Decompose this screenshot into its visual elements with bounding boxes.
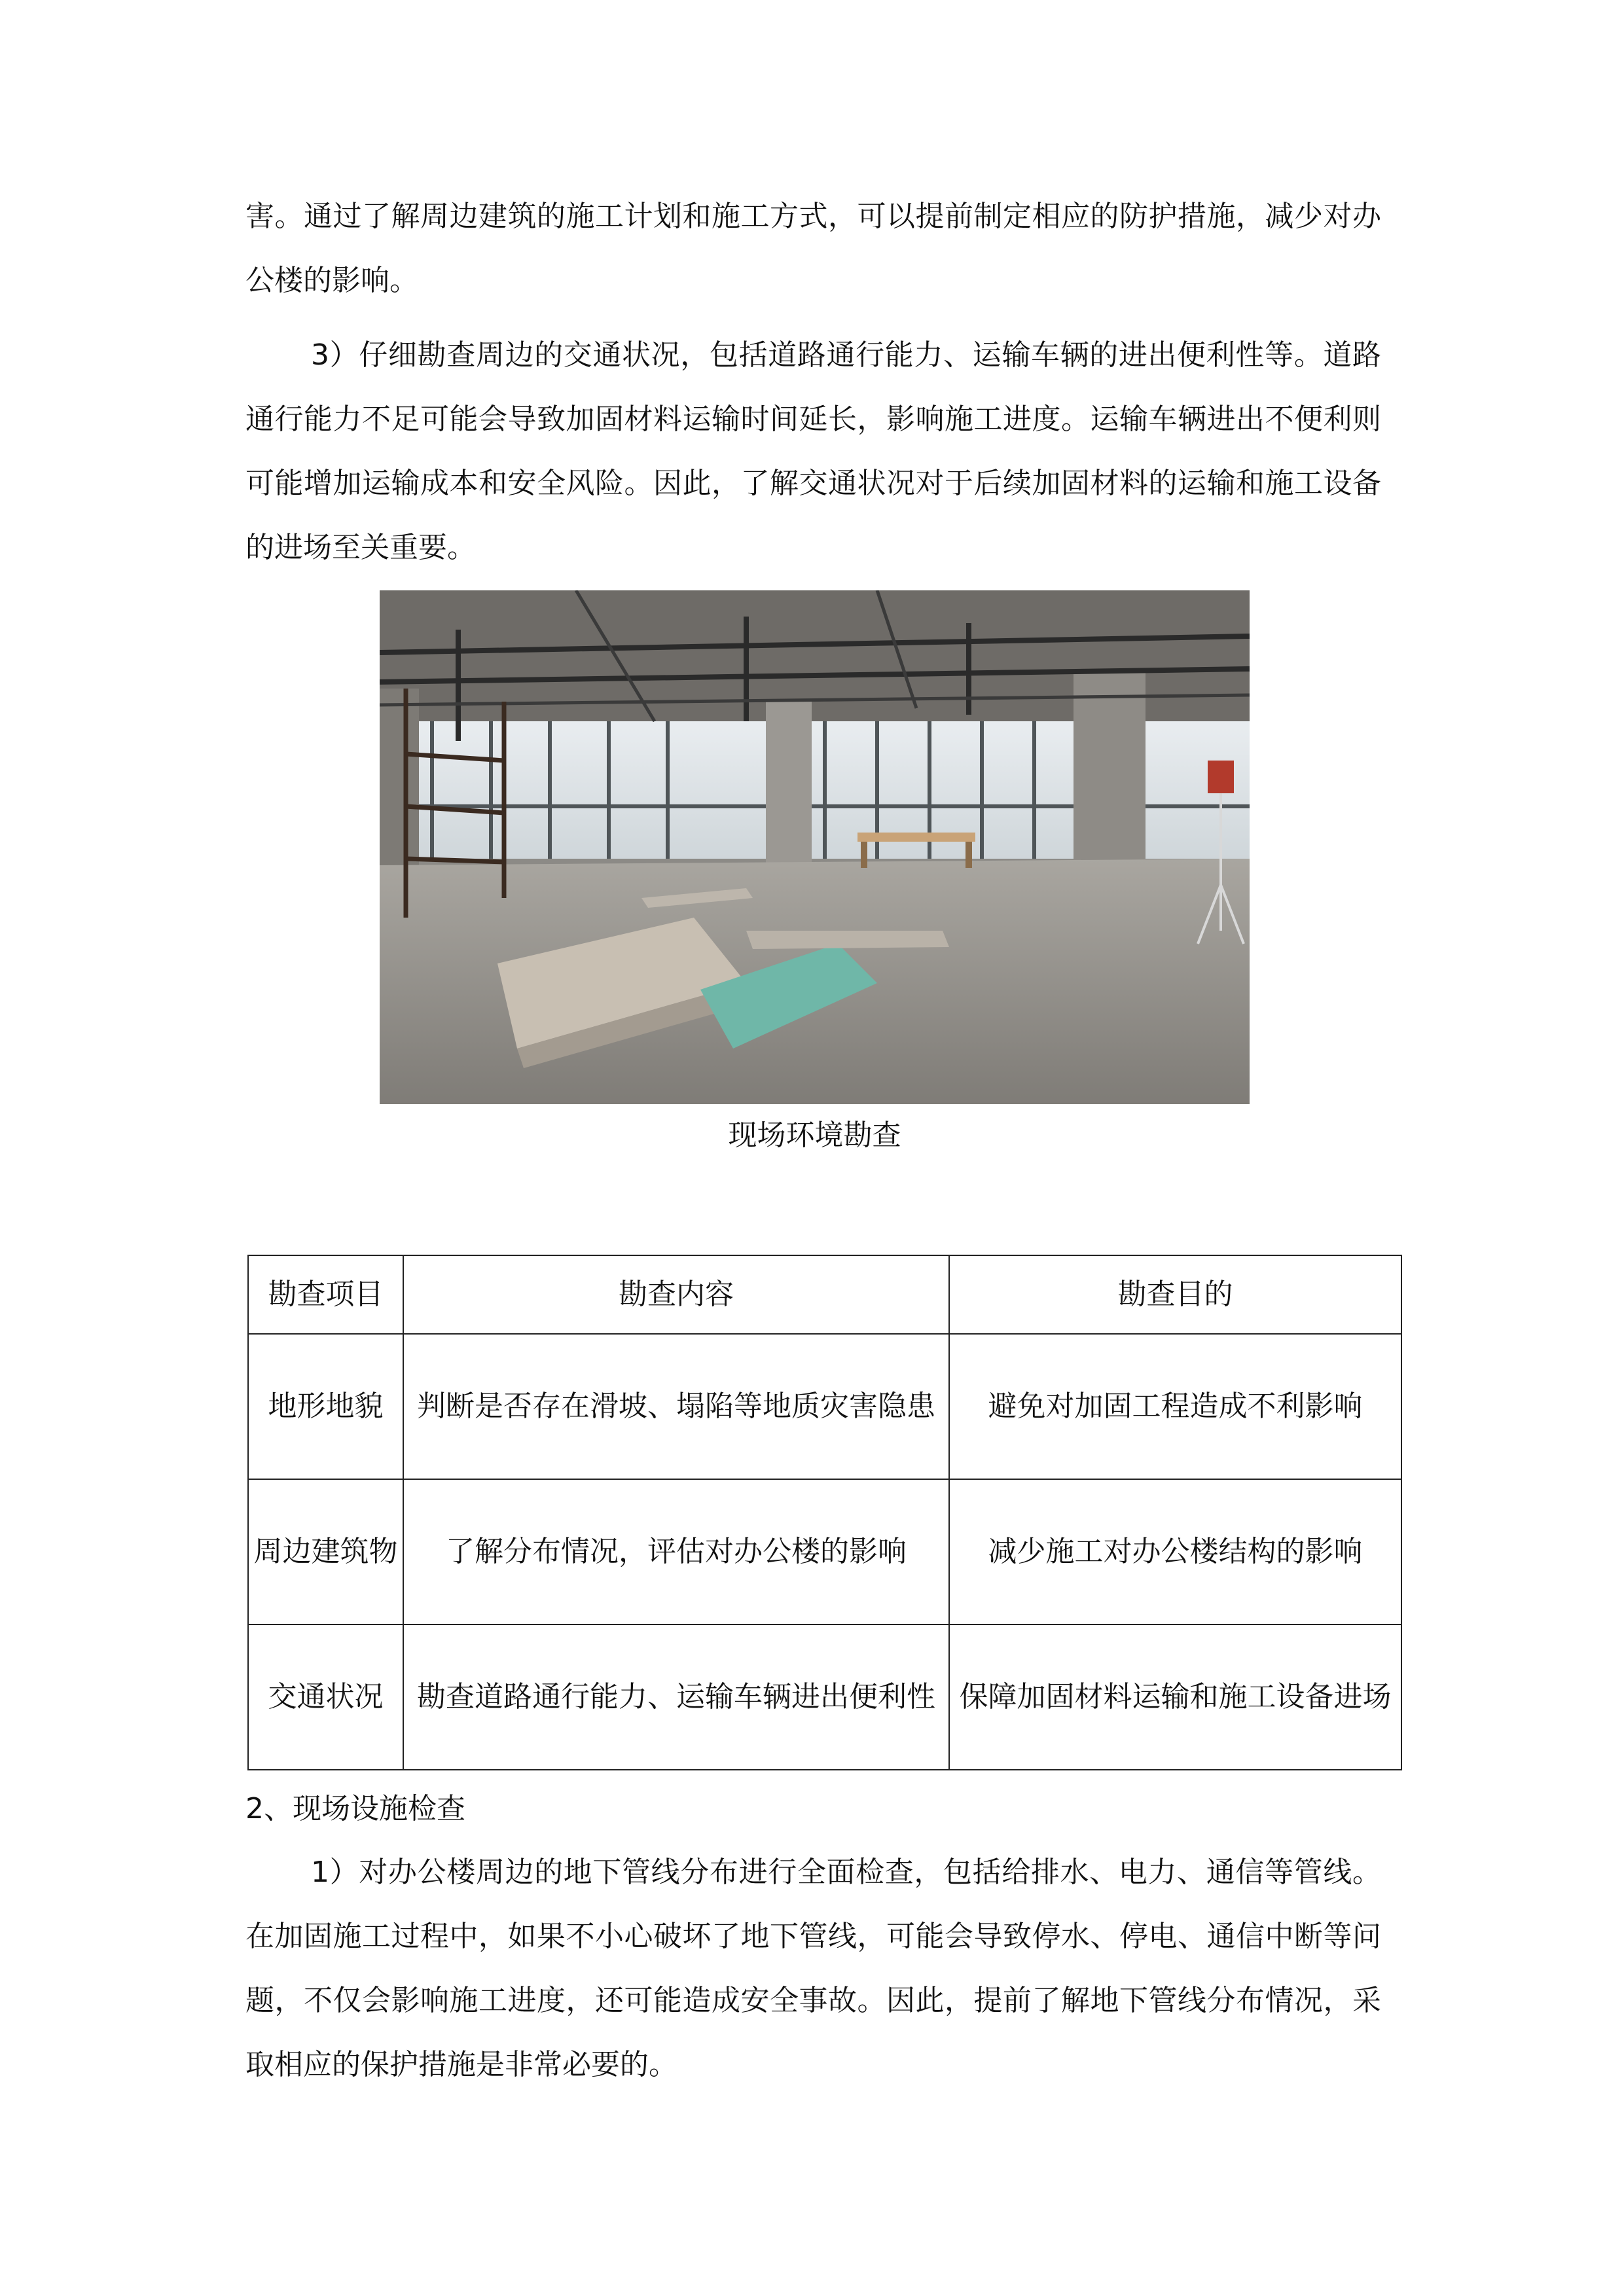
paragraph-continued: 害。通过了解周边建筑的施工计划和施工方式，可以提前制定相应的防护措施，减少对办公楼的影响。 <box>245 200 1381 297</box>
paragraph-pipelines: 1）对办公楼周边的地下管线分布进行全面检查，包括给排水、电力、通信等管线。在加固施工过程中，如果不小心破坏了地下管线，可能会导致停水、停电、通信中断等问题，不仅会影响施工进度，还可能造成安全事故。因此，提前了解地下管线分布情况，采取相应的保护措施是非常必要的。 <box>245 1856 1381 2081</box>
site-photo-illustration <box>380 590 1250 1104</box>
table-cell: 交通状况 <box>248 1624 403 1770</box>
table-row <box>248 1624 1401 1770</box>
table-cell: 判断是否存在滑坡、塌陷等地质灾害隐患 <box>403 1334 949 1479</box>
site-photo <box>380 590 1250 1104</box>
table-cell: 保障加固材料运输和施工设备进场 <box>949 1624 1401 1770</box>
table-header-cell: 勘查内容 <box>403 1255 949 1334</box>
table-cell: 避免对加固工程造成不利影响 <box>949 1334 1401 1479</box>
table-header-row <box>248 1255 1401 1334</box>
figure-caption: 现场环境勘查 <box>728 1119 901 1152</box>
paragraph-traffic: 3）仔细勘查周边的交通状况，包括道路通行能力、运输车辆的进出便利性等。道路通行能力不足可能会导致加固材料运输时间延长，影响施工进度。运输车辆进出不便利则可能增加运输成本和安全风险。因此，了解交通状况对于后续加固材料的运输和施工设备的进场至关重要。 <box>245 338 1381 564</box>
survey-table <box>247 1255 1402 1770</box>
table-row <box>248 1479 1401 1624</box>
table-cell: 了解分布情况，评估对办公楼的影响 <box>403 1479 949 1624</box>
table-header-cell: 勘查项目 <box>248 1255 403 1334</box>
table-cell: 减少施工对办公楼结构的影响 <box>949 1479 1401 1624</box>
table-cell: 勘查道路通行能力、运输车辆进出便利性 <box>403 1624 949 1770</box>
table-row <box>248 1334 1401 1479</box>
table-cell: 地形地貌 <box>248 1334 403 1479</box>
table-header-cell: 勘查目的 <box>949 1255 1401 1334</box>
section-heading: 2、现场设施检查 <box>245 1792 465 1825</box>
table-cell: 周边建筑物 <box>248 1479 403 1624</box>
